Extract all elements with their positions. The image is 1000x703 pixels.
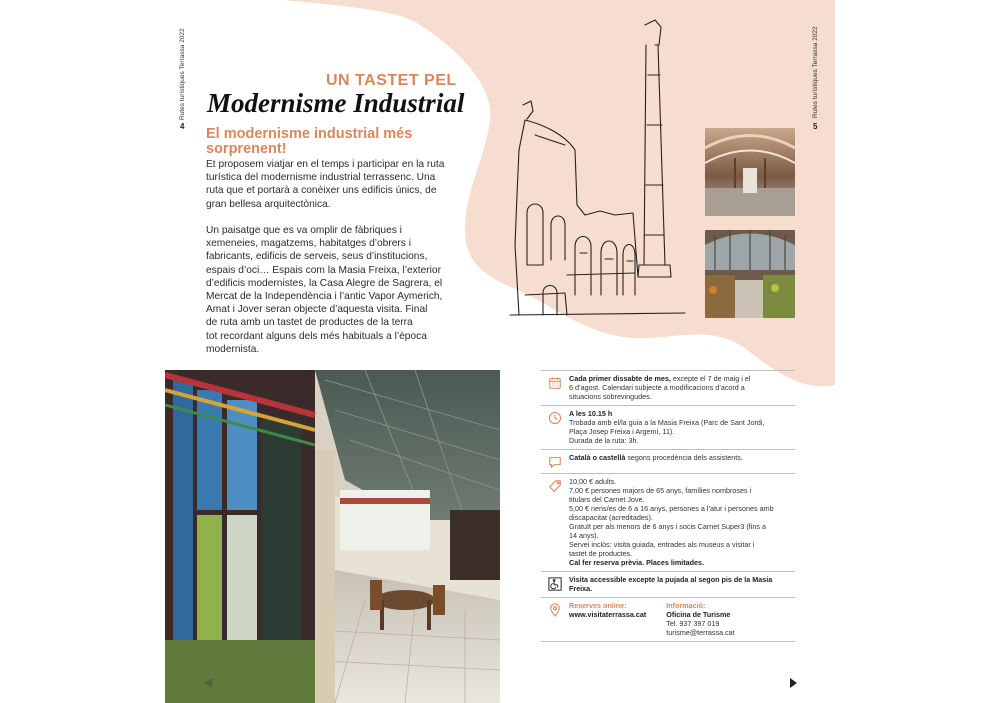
info-row-contact (541, 598, 795, 642)
text-line: 6 d’agost. Calendari subjecte a modificacions d’acord a (569, 383, 745, 392)
text-line: fabricants, edificis de serveis, seus d’institucions, (206, 251, 428, 263)
right-page-number: 5 (813, 122, 818, 131)
intro-paragraph-1 (206, 158, 471, 211)
text-line: Plaça Josep Freixa i Argemí, 11). (569, 427, 675, 436)
masia-freixa-interior-photo (165, 370, 500, 703)
time-text (569, 409, 795, 445)
text-line: 7,00 € persones majors de 65 anys, famílies nombroses i (569, 486, 752, 495)
text-line: Visita accessible excepte la pujada al segon pis de la Masia (569, 575, 773, 584)
subtitle-line: El modernisme industrial més (206, 126, 413, 142)
contact-columns (569, 601, 795, 637)
tourism-office-name: Oficina de Turisme (666, 610, 731, 619)
previous-page-arrow-icon[interactable] (203, 677, 213, 689)
text-line: situacions sobrevingudes. (569, 392, 652, 401)
info-row-accessibility (541, 572, 795, 598)
practical-info-panel (541, 370, 795, 642)
speech-bubble-icon (541, 453, 569, 469)
tourism-office-email[interactable]: turisme@terrassa.cat (666, 628, 735, 637)
wheelchair-icon (541, 575, 569, 593)
accessibility-text (569, 575, 795, 593)
subtitle-line: sorprenent! (206, 141, 287, 157)
kicker-heading: UN TASTET PEL (326, 72, 457, 89)
text-line: gran bellesa arquitectònica. (206, 198, 331, 210)
text-line: de ruta amb un tastet de productes de la terra (206, 317, 413, 329)
page-title: Modernisme Industrial (207, 88, 465, 118)
text-line: espais d’oci… Espais com la Masia Freixa, l’exterior (206, 264, 441, 276)
next-page-arrow-icon[interactable] (789, 677, 799, 689)
text-line: Mercat de la Independència i l’antic Vapor Aymerich, (206, 291, 443, 303)
text-line: Freixa. (569, 584, 593, 593)
text-line: Un paisatge que es va omplir de fàbriques i (206, 225, 402, 236)
text-line: tastet de productes. (569, 549, 633, 558)
language-bold: Català o castellà (569, 453, 626, 462)
right-running-header: Rutes turístiques Terrassa 2022 (812, 26, 819, 118)
calendar-icon (541, 374, 569, 401)
dates-rest: excepte el 7 de maig i el (670, 374, 751, 383)
text-line: titulars del Carnet Jove. (569, 495, 645, 504)
text-line: 10,00 € adults. (569, 477, 617, 486)
text-line: Et proposem viatjar en el temps i participar en la ruta (206, 159, 445, 170)
text-line: 14 anys). (569, 531, 599, 540)
booking-required-note: Cal fer reserva prèvia. Places limitades. (569, 558, 705, 567)
text-line: discapacitat (acreditades). (569, 513, 653, 522)
intro-paragraph-2 (206, 224, 471, 356)
clock-icon (541, 409, 569, 445)
language-text (569, 453, 795, 469)
reserves-label: Reserves online: (569, 601, 627, 610)
info-row-language (541, 450, 795, 474)
time-bold: A les 10.15 h (569, 409, 613, 418)
tourism-office-phone: Tel. 937 397 019 (666, 619, 720, 628)
text-line: 5,00 € nens/es de 6 a 16 anys, persones a l’atur i persones amb (569, 504, 774, 513)
info-column (666, 601, 734, 637)
dates-bold: Cada primer dissabte de mes, (569, 374, 671, 383)
text-line: Servei inclòs: visita guiada, entrades als museus a visitar i (569, 540, 755, 549)
dates-text (569, 374, 795, 401)
subtitle (206, 127, 436, 157)
market-interior-photo-1 (705, 128, 795, 216)
text-line: Trobada amb el/la guia a la Masia Freixa (Parc de Sant Jordi, (569, 418, 765, 427)
info-row-price (541, 474, 795, 572)
text-line: Gratuït per als menors de 6 anys i socis Carnet Super3 (fins a (569, 522, 766, 531)
info-row-time (541, 406, 795, 450)
text-line: Durada de la ruta: 3h. (569, 436, 639, 445)
price-tag-icon (541, 477, 569, 567)
market-interior-photo-2 (705, 230, 795, 318)
left-running-header: Rutes turístiques Terrassa 2022 (179, 28, 186, 120)
info-row-dates (541, 370, 795, 406)
factory-sketch-illustration (505, 15, 695, 330)
location-pin-icon (541, 601, 569, 637)
text-line: d’edificis modernistes, la Casa Alegre de Sagrera, el (206, 277, 443, 289)
text-line: modernista. (206, 343, 260, 355)
text-line: tot recordant alguns dels més habituals a l’època (206, 330, 427, 342)
left-page-number: 4 (180, 122, 185, 131)
text-line: xemeneies, magatzems, habitatges d’obrers i (206, 238, 411, 250)
info-label: Informació: (666, 601, 706, 610)
text-line: Amat i Jover seran objecte d’aquesta visita. Final (206, 304, 428, 316)
price-text (569, 477, 795, 567)
text-line: ruta que et portarà a conèixer uns edificis únics, de (206, 185, 437, 197)
language-rest: segons procedència dels assistents. (625, 453, 743, 462)
reserves-column (569, 601, 646, 637)
reserves-link[interactable]: www.visitaterrassa.cat (569, 610, 647, 619)
brochure-spread (165, 0, 835, 703)
text-line: turística del modernisme industrial terrassenc. Una (206, 172, 436, 184)
